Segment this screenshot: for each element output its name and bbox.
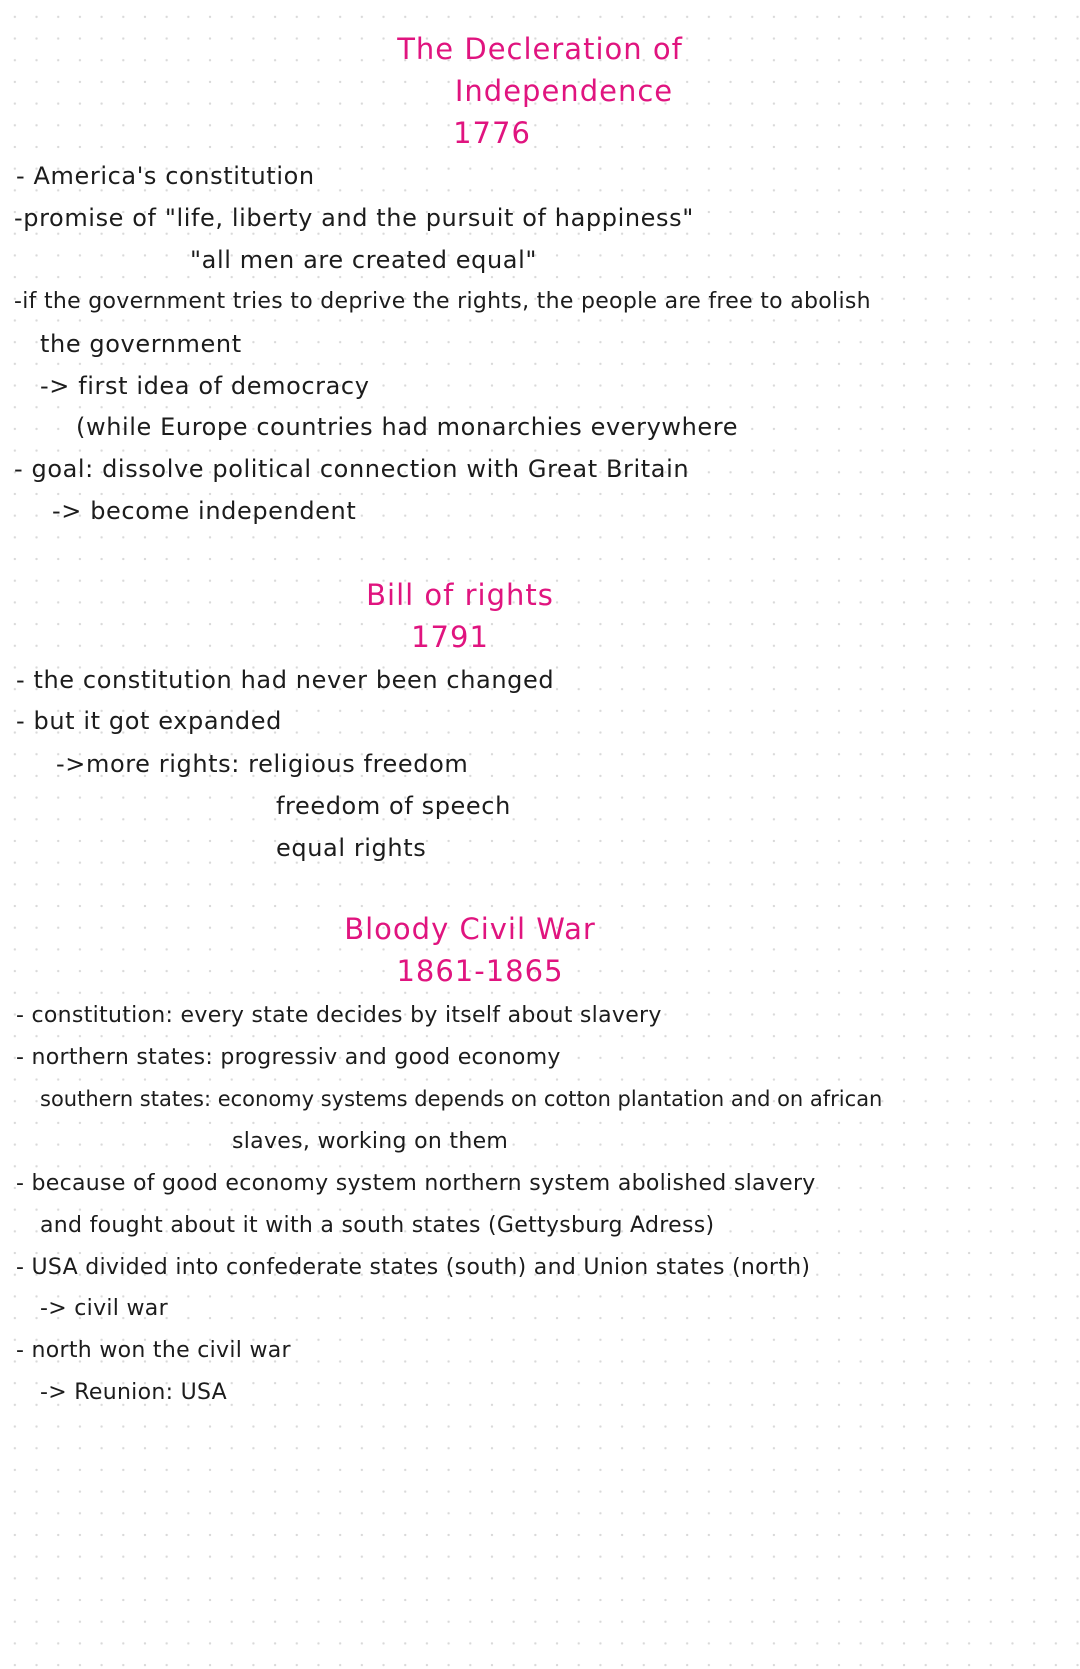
note-line: "all men are created equal" [190, 246, 538, 274]
note-line: (while Europe countries had monarchies everywhere [76, 413, 739, 441]
note-line: - the constitution had never been changed [16, 666, 555, 694]
note-line: -> become independent [52, 497, 357, 525]
note-line: - USA divided into confederate states (south) and Union states (north) [16, 1255, 811, 1280]
section-title-declaration: The Decleration of [397, 32, 683, 66]
note-line: ->more rights: religious freedom [56, 750, 469, 778]
note-line: southern states: economy systems depends on cotton plantation and on african [40, 1087, 883, 1111]
note-line: - north won the civil war [16, 1338, 291, 1363]
note-line: and fought about it with a south states (Gettysburg Adress) [40, 1213, 715, 1238]
note-line: - but it got expanded [16, 707, 282, 735]
note-line: -if the government tries to deprive the rights, the people are free to abolish [14, 289, 871, 314]
note-line: slaves, working on them [232, 1129, 509, 1154]
note-line: equal rights [276, 834, 427, 862]
section-year-civil-war: 1861-1865 [396, 954, 564, 988]
note-line: -> first idea of democracy [40, 372, 370, 400]
section-title-bill-of-rights: Bill of rights [366, 578, 554, 612]
note-line: - constitution: every state decides by itself about slavery [16, 1003, 662, 1028]
section-year-bill-of-rights: 1791 [411, 620, 489, 654]
note-line: the government [40, 330, 242, 358]
note-line: -> civil war [40, 1296, 168, 1321]
section-title-civil-war: Bloody Civil War [344, 912, 596, 946]
section-year-declaration: 1776 [453, 116, 531, 150]
note-line: - because of good economy system northern system abolished slavery [16, 1171, 816, 1196]
note-line: -> Reunion: USA [40, 1380, 228, 1405]
note-line: - America's constitution [16, 162, 315, 190]
section-title-declaration-line2: Independence [454, 74, 674, 108]
note-line: -promise of "life, liberty and the pursuit of happiness" [14, 204, 694, 232]
note-line: - northern states: progressiv and good economy [16, 1045, 561, 1070]
note-line: freedom of speech [276, 792, 511, 820]
note-line: - goal: dissolve political connection with Great Britain [14, 455, 690, 483]
